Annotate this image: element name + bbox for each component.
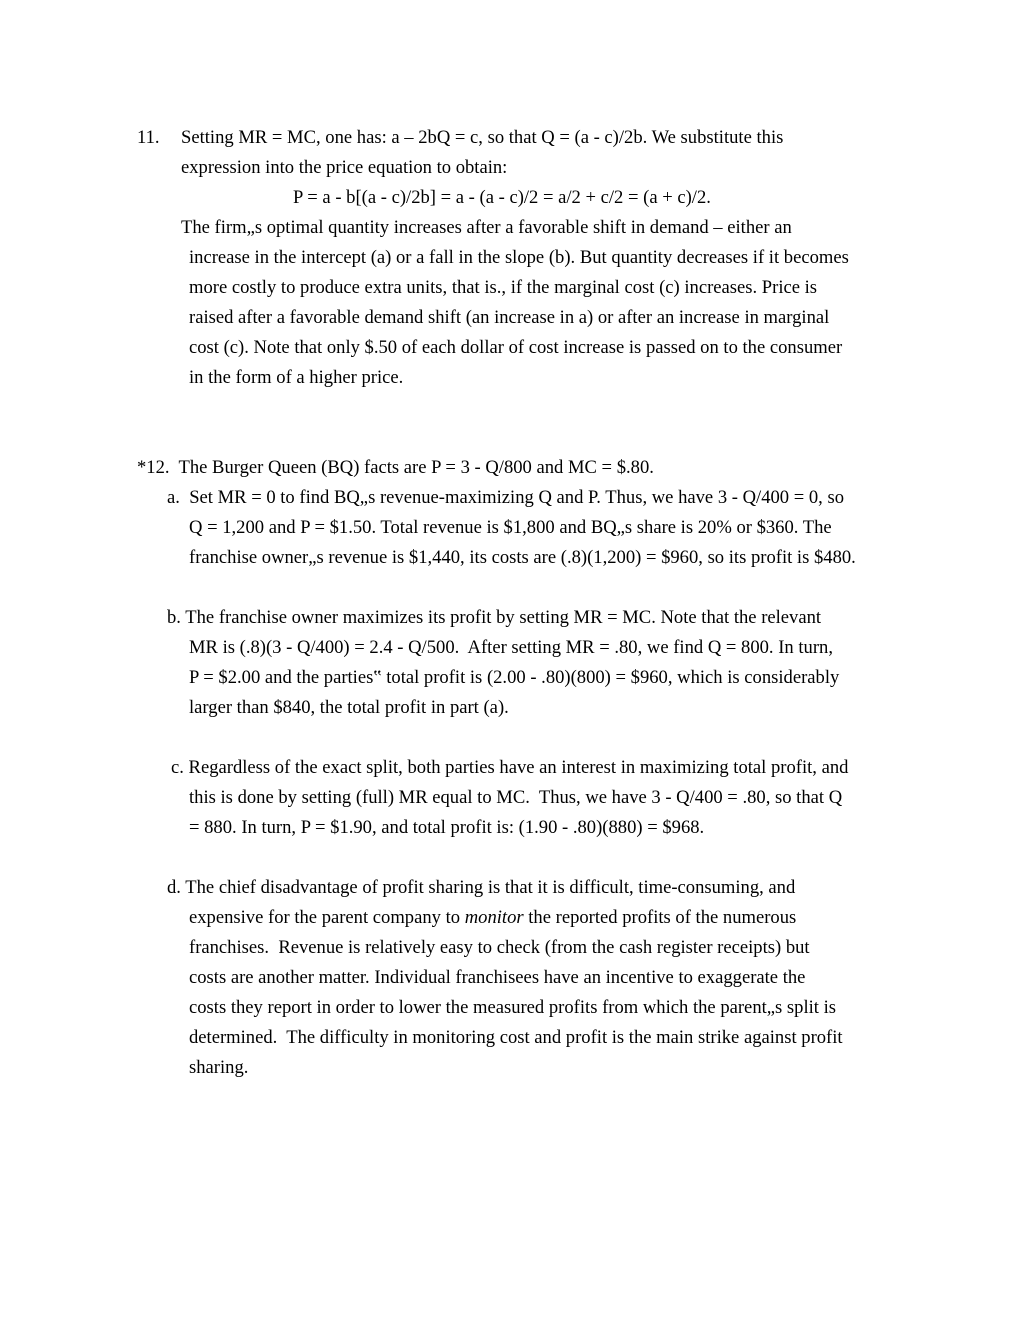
q11-line-2: expression into the price equation to obtain: [181,157,508,178]
q12d-line2-post: the reported profits of the numerous [523,907,797,928]
q11-para-line: The firm„s optimal quantity increases after a favorable shift in demand – either an [181,217,792,238]
q12c-line: c. Regardless of the exact split, both parties have an interest in maximizing total profit, and [171,757,849,778]
q12b-line: larger than $840, the total profit in part (a). [189,697,509,718]
q12d-line2-pre: expensive for the parent company to [189,907,465,928]
q12d-line: d. The chief disadvantage of profit sharing is that it is difficult, time-consuming, and [167,877,796,898]
q11-equation: P = a - b[(a - c)/2b] = a - (a - c)/2 = a/2 + c/2 = (a + c)/2. [293,187,711,208]
q12a-line: franchise owner„s revenue is $1,440, its costs are (.8)(1,200) = $960, so its profit is $480. [189,547,856,568]
q11-para-line: raised after a favorable demand shift (an increase in a) or after an increase in marginal [189,307,830,328]
q12b-line: P = $2.00 and the parties‟ total profit is (2.00 - .80)(800) = $960, which is considerably [189,667,840,688]
q12-heading: *12. The Burger Queen (BQ) facts are P = 3 - Q/800 and MC = $.80. [137,457,654,478]
q12d-line [189,907,796,929]
q12d-line: costs they report in order to lower the measured profits from which the parent„s split is [189,997,836,1018]
q12b-line: MR is (.8)(3 - Q/400) = 2.4 - Q/500. After setting MR = .80, we find Q = 800. In turn, [189,637,833,658]
q11-number: 11. [137,127,160,148]
q12c-line: this is done by setting (full) MR equal to MC. Thus, we have 3 - Q/400 = .80, so that Q [189,787,843,808]
q11-para-line: increase in the intercept (a) or a fall in the slope (b). But quantity decreases if it becomes [189,247,849,268]
q12d-line: determined. The difficulty in monitoring cost and profit is the main strike against profit [189,1027,843,1048]
q12d-line: costs are another matter. Individual franchisees have an incentive to exaggerate the [189,967,806,988]
q12d-line: sharing. [189,1057,249,1078]
q11-para-line: in the form of a higher price. [189,367,404,388]
q12a-line: Q = 1,200 and P = $1.50. Total revenue is $1,800 and BQ„s share is 20% or $360. The [189,517,832,538]
q12a-line: a. Set MR = 0 to find BQ„s revenue-maximizing Q and P. Thus, we have 3 - Q/400 = 0, so [167,487,845,508]
q12d-line: franchises. Revenue is relatively easy to check (from the cash register receipts) but [189,937,810,958]
q11-para-line: cost (c). Note that only $.50 of each dollar of cost increase is passed on to the consumer [189,337,843,358]
q12d-emphasis-monitor: monitor [464,907,524,928]
q11-line-1: Setting MR = MC, one has: a – 2bQ = c, so that Q = (a - c)/2b. We substitute this [181,127,784,148]
q12c-line: = 880. In turn, P = $1.90, and total profit is: (1.90 - .80)(880) = $968. [189,817,705,838]
q12b-line: b. The franchise owner maximizes its profit by setting MR = MC. Note that the relevant [167,607,822,628]
q11-para-line: more costly to produce extra units, that is., if the marginal cost (c) increases. Price is [189,277,818,298]
